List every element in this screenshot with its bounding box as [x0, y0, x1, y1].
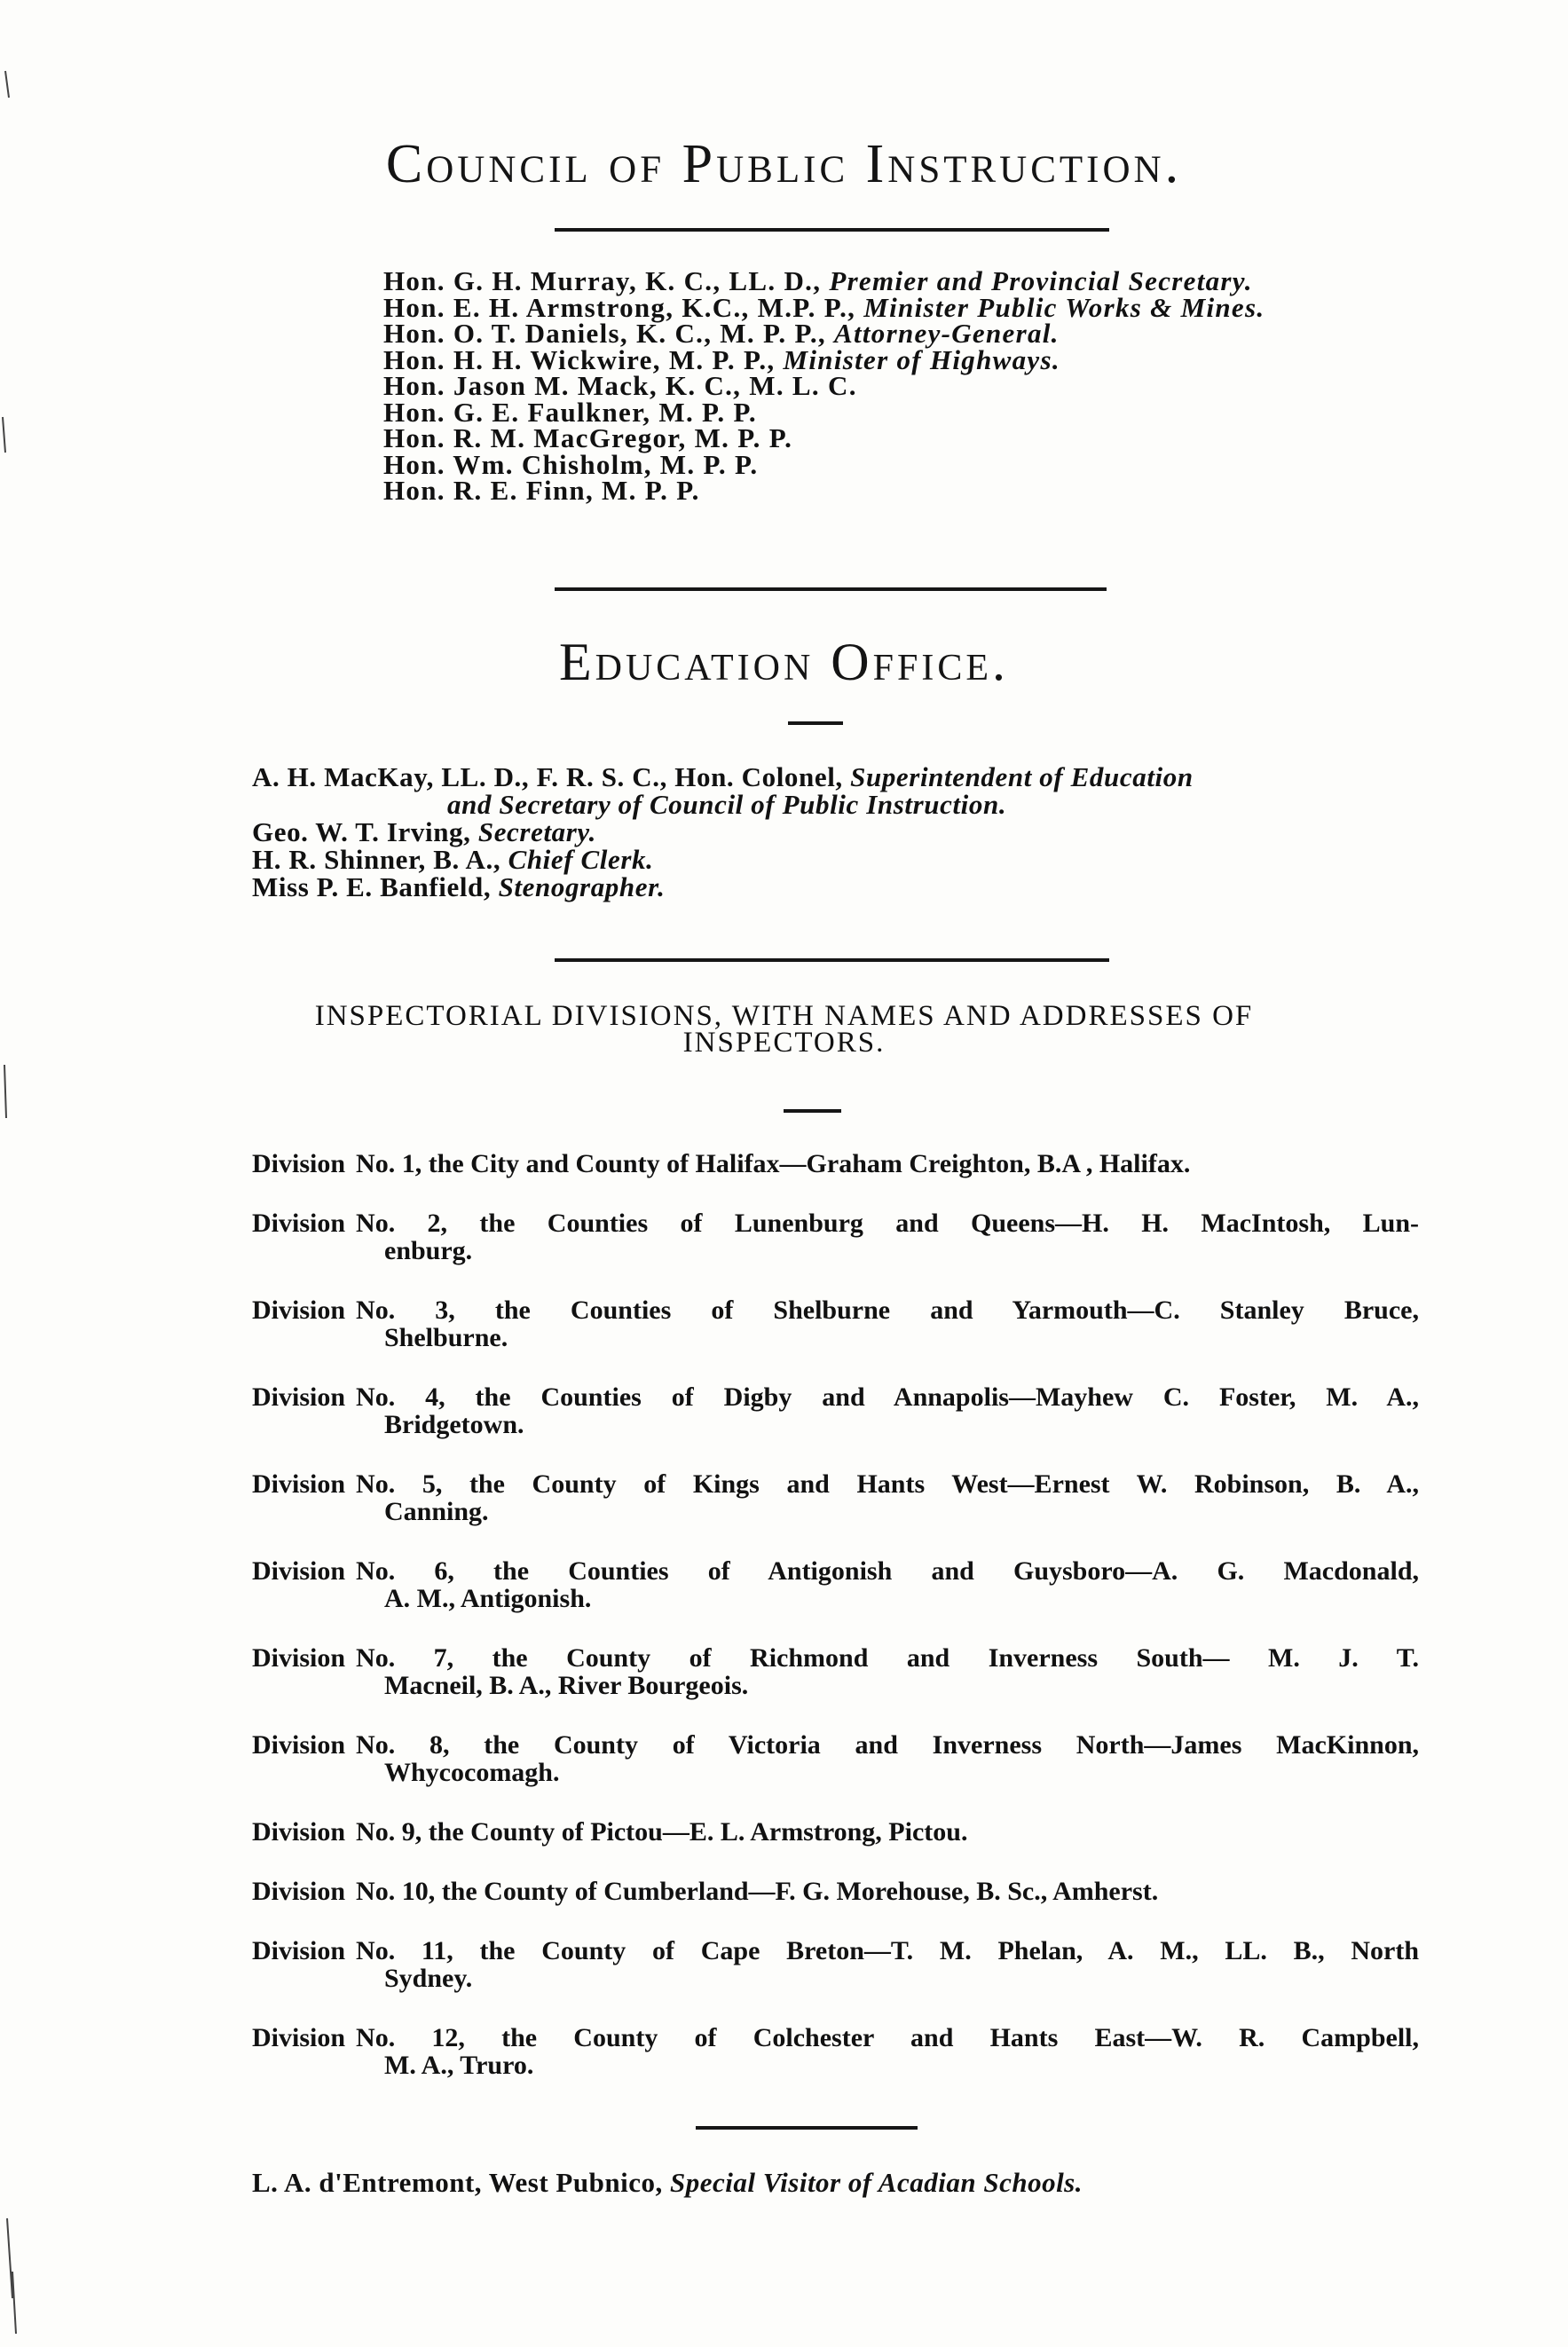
staff-role-continuation: and Secretary of Council of Public Instruction.	[447, 789, 1007, 820]
member-name: Hon. O. T. Daniels, K. C., M. P. P.,	[383, 318, 834, 349]
council-member	[383, 370, 1448, 401]
council-member	[383, 343, 1448, 375]
division-label: Division	[252, 1382, 346, 1412]
council-member	[383, 396, 1448, 428]
division-text: No. 1, the City and County of Halifax—Graham Creighton, B.A , Halifax.	[356, 1149, 1191, 1178]
member-name: Hon. Jason M. Mack, K. C., M. L. C.	[383, 370, 857, 401]
division-label: Division	[252, 1149, 346, 1178]
member-name: Hon. G. H. Murray, K. C., LL. D.,	[383, 265, 830, 296]
council-member	[383, 320, 1448, 347]
division-label: Division	[252, 1877, 346, 1906]
member-name: Hon. H. H. Wickwire, M. P. P.,	[383, 343, 784, 375]
staff-role: Secretary.	[477, 816, 596, 847]
divider-rule	[788, 721, 843, 725]
division-entry	[252, 1644, 1419, 1699]
council-member	[383, 291, 1448, 323]
division-entry	[252, 1296, 1419, 1351]
division-text-continuation: enburg.	[384, 1236, 473, 1265]
division-text: No. 6, the Counties of Antigonish and Guysboro—A. G. Macdonald,	[356, 1556, 1419, 1586]
member-role: Minister of Highways.	[783, 343, 1060, 375]
division-text-continuation: Canning.	[384, 1497, 489, 1526]
member-role: Attorney-General.	[834, 318, 1060, 349]
division-entry	[252, 1731, 1419, 1786]
division-text-continuation: Shelburne.	[384, 1323, 508, 1352]
division-text: No. 10, the County of Cumberland—F. G. Morehouse, B. Sc., Amherst.	[356, 1877, 1159, 1906]
member-name: Hon. R. E. Finn, M. P. P.	[383, 475, 700, 506]
division-label: Division	[252, 1296, 346, 1325]
council-member-list	[383, 265, 1448, 506]
division-entry	[252, 1209, 1419, 1264]
divider-rule	[696, 2126, 918, 2130]
division-text: No. 12, the County of Colchester and Hants East—W. R. Campbell,	[356, 2023, 1419, 2052]
division-text-continuation: A. M., Antigonish.	[384, 1584, 592, 1613]
division-text: No. 8, the County of Victoria and Inverness North—James MacKinnon,	[356, 1730, 1419, 1760]
divider-rule	[555, 958, 1109, 962]
council-member	[383, 265, 1448, 296]
division-entry	[252, 1150, 1419, 1177]
division-entry	[252, 2024, 1419, 2079]
special-visitor-name: L. A. d'Entremont, West Pubnico,	[252, 2167, 670, 2198]
division-text-continuation: Sydney.	[384, 1964, 473, 1993]
education-office-title: Education Office.	[558, 633, 1009, 691]
inspectorial-heading	[0, 1000, 1568, 1059]
inspectorial-heading-line1: INSPECTORIAL DIVISIONS, WITH NAMES AND ADDRESSES OF	[314, 1000, 1254, 1032]
division-entry	[252, 1383, 1419, 1438]
division-text-continuation: Whycocomagh.	[384, 1758, 560, 1787]
member-role: Minister Public Works & Mines.	[863, 291, 1265, 323]
office-staff-member	[252, 763, 1423, 791]
division-text: No. 3, the Counties of Shelburne and Yarmouth—C. Stanley Bruce,	[356, 1296, 1419, 1325]
division-text-continuation: M. A., Truro.	[384, 2051, 534, 2080]
division-text: No. 4, the Counties of Digby and Annapolis—Mayhew C. Foster, M. A.,	[356, 1382, 1419, 1412]
inspectorial-heading-line2: INSPECTORS.	[682, 1027, 886, 1059]
division-entry	[252, 1878, 1419, 1905]
division-label: Division	[252, 1556, 346, 1586]
division-list	[252, 1150, 1419, 2111]
staff-role: Stenographer.	[498, 871, 666, 902]
council-member	[383, 477, 1448, 504]
office-staff-member	[252, 873, 1423, 901]
division-entry	[252, 1557, 1419, 1612]
council-member	[383, 448, 1448, 480]
division-text: No. 11, the County of Cape Breton—T. M. Phelan, A. M., LL. B., North	[356, 1936, 1419, 1965]
education-office-staff	[252, 763, 1423, 901]
staff-name: H. R. Shinner, B. A.,	[252, 844, 508, 875]
staff-role: Superintendent of Education	[850, 761, 1194, 792]
division-label: Division	[252, 1730, 346, 1760]
member-name: Hon. G. E. Faulkner, M. P. P.	[383, 396, 757, 428]
division-label: Division	[252, 1643, 346, 1673]
staff-name: A. H. MacKay, LL. D., F. R. S. C., Hon. Colonel,	[252, 761, 851, 792]
divider-rule	[555, 587, 1107, 591]
division-text-continuation: Macneil, B. A., River Bourgeois.	[384, 1671, 749, 1700]
divider-rule	[784, 1109, 841, 1113]
staff-name: Miss P. E. Banfield,	[252, 871, 499, 902]
council-title: Council of Public Instruction.	[385, 134, 1183, 194]
division-label: Division	[252, 1209, 346, 1238]
division-text: No. 2, the Counties of Lunenburg and Queens—H. H. MacIntosh, Lun-	[356, 1209, 1419, 1238]
member-name: Hon. Wm. Chisholm, M. P. P.	[383, 448, 759, 480]
special-visitor-role: Special Visitor of Acadian Schools.	[669, 2167, 1083, 2198]
office-staff-member	[252, 846, 1423, 873]
special-visitor-line	[252, 2167, 1423, 2199]
division-text: No. 7, the County of Richmond and Inverness South— M. J. T.	[356, 1643, 1419, 1673]
division-text: No. 5, the County of Kings and Hants West—Ernest W. Robinson, B. A.,	[356, 1469, 1419, 1499]
division-text: No. 9, the County of Pictou—E. L. Armstrong, Pictou.	[356, 1817, 968, 1847]
division-label: Division	[252, 1936, 346, 1965]
division-entry	[252, 1818, 1419, 1846]
division-entry	[252, 1937, 1419, 1992]
staff-role: Chief Clerk.	[508, 844, 654, 875]
division-text-continuation: Bridgetown.	[384, 1410, 524, 1439]
member-name: Hon. R. M. MacGregor, M. P. P.	[383, 422, 793, 453]
member-name: Hon. E. H. Armstrong, K.C., M.P. P.,	[383, 291, 864, 323]
division-label: Division	[252, 1469, 346, 1499]
scan-edge-marks	[0, 0, 35, 2347]
council-member	[383, 422, 1448, 453]
divider-rule	[555, 228, 1109, 232]
office-staff-member	[252, 818, 1423, 846]
division-label: Division	[252, 2023, 346, 2052]
member-role: Premier and Provincial Secretary.	[829, 265, 1253, 296]
staff-name: Geo. W. T. Irving,	[252, 816, 478, 847]
division-label: Division	[252, 1817, 346, 1847]
division-entry	[252, 1470, 1419, 1525]
